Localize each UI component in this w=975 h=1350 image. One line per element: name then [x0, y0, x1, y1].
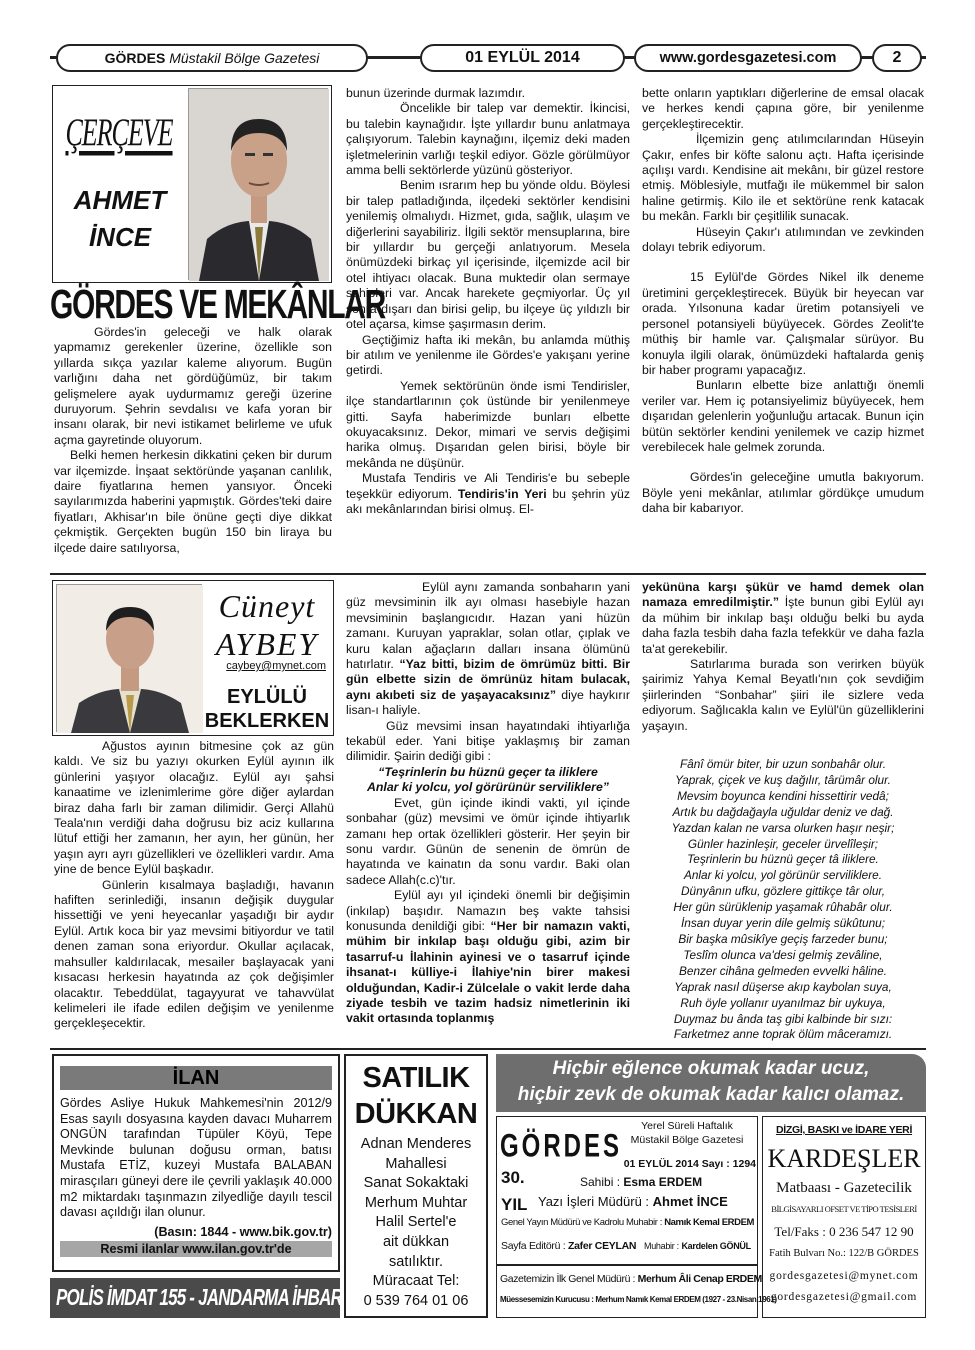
- poem-line: Fânî ömür biter, bir uzun sonbahâr olur.: [679, 757, 887, 771]
- poem-line: Duymaz bu ânda taş gibi kalbinde bir sızı:: [673, 1011, 893, 1026]
- emergency-bar: [50, 1278, 372, 1318]
- paragraph: Ağustos ayının bitmesine çok az gün kaldı. Ve siz bu yazıyı okurken Eylül ayının ilk günlerini yaşıyor olacağız. Eylül ayı şahsi kanaatime ve izlenimlerime göre diğer aylardan biraz daha farlı bir zaman dilimidir. Gerçi Allahü Teala'nın verdiği daha doğrusu biz aciz kullarına lütuf ettiği her zamanın, her ayın, her günün, her yaşın ayrı ayrı güzellikleri ve özellikleri vardır. Ama yine de bence Eylül başkadır.: [54, 739, 334, 877]
- poem-line: Teşrinlerin bu hüznü geçer tâ iliklere.: [687, 852, 879, 867]
- printer-email-1[interactable]: gordesgazetesi@mynet.com: [769, 1270, 919, 1282]
- article-aybey-col-left: [54, 739, 334, 1039]
- paper-name: GÖRDES: [104, 50, 166, 66]
- website-pill[interactable]: [634, 44, 862, 72]
- text-span: Eylül aynı zamanda sonbaharın yani güz mevsiminin ilk ayı olması hasebiyle hazan mevsiminin başlangıcıdır. Hazan yani hüzün zamanı. Kuruyan yapraklar, solan otlar, çıplak ve kuru kalan ağaçların dalları insana ölümünü hatırlatır.: [346, 580, 630, 672]
- author-photo-ince: [188, 88, 328, 280]
- masthead-issue: 01 EYLÜL 2014 Sayı : 1294: [623, 1158, 756, 1170]
- portrait-placeholder-icon: [189, 89, 329, 281]
- detail-line: Adnan Menderes: [360, 1136, 472, 1152]
- bold-text: Tendiris'in Yeri: [457, 486, 547, 501]
- bold-text: “Her bir namazın vakti, mühim bir inkılap başı olduğu gibi, azim bir tasarruf-u İlahinin ayinesi ve o tasarruf içinde ihsanat-ı külliye-i İlahiye'nin birer makesi olduğundan, Kadir-i Zülcelale o vakit lerde daha ziyade tesbih ve tazim hadsiz nimetlerinin iki vakit ortasında toplanmış: [346, 918, 631, 1026]
- author-first-name: AHMET: [73, 185, 167, 215]
- paper-subtitle: Müstakil Bölge Gazetesi: [169, 50, 320, 66]
- satilik-details: [348, 1135, 484, 1311]
- paragraph: İlçemizin genç atılımcılarından Hüseyin Çakır, enfes bir köfte salonu açtı. Hafta içerisinde açılışı vardı. Kendisine ait mekânı, bir güzel restore etmiş. Möblesiyle, mutfağı ile mükemmel bir salon haline getirmiş. Kilo ile et sektörüne renk katacak bu mekân. Farklı bir çeşitlilik sunacak.: [642, 132, 924, 224]
- poem-line: Yaprak nasıl düşerse akıp kaybolan suya,: [674, 979, 892, 994]
- satilik-title: SATILIK: [362, 1062, 470, 1094]
- masthead-rule: [496, 1264, 758, 1266]
- masthead-editor: [538, 1194, 728, 1209]
- paragraph: Benim ısrarım hep bu yönde oldu. Böylesi bir talep patladığında, ilçedeki sektörler kendisini yenilemiş olmalıydı. Hizmet, gıda, sağlık, ulaşım ve diğerlerini sayabiliriz. İlgili sektör mensuplarına, bire bir yıllardır bu gerçeği anlatıyorum. Mesela önümüzdeki birkaç yıl içerisinde, ilçemizde acil bir otel ihtiyacı olacak. Buna muktedir olan sermaye sahipleri var. Ancak harekete geçmiyorlar. Üç yıl sonra dışarı dan birisi gelip, bu ilçeye üç yıldızlı bir otel açarsa, kimse şaşırmasın derim.: [346, 178, 630, 332]
- owner-name: Esma ERDEM: [623, 1175, 703, 1189]
- detail-line: Halil Sertel'e: [375, 1214, 457, 1231]
- masthead-year-number: 30.: [501, 1168, 525, 1187]
- coordinator-name: Namık Kemal ERDEM: [664, 1217, 755, 1228]
- detail-line: satılıktır.: [389, 1253, 443, 1270]
- ilan-title: İLAN: [60, 1066, 332, 1090]
- masthead-owner: [580, 1175, 702, 1189]
- reporter-label: Muhabir :: [644, 1241, 679, 1251]
- paragraph: Güz mevsimi insan hayatındaki ihtiyarlığa tekabül eder. Yani bitişe yaklaşmış bir zaman dilimidir. Şairin dediği gibi :: [346, 718, 630, 764]
- slogan-line-1: Hiçbir eğlence okumak kadar ucuz,: [552, 1058, 870, 1079]
- printer-name: KARDEŞLER: [767, 1144, 921, 1173]
- coordinator-label: Genel Yayın Müdürü ve Kadrolu Muhabir :: [501, 1217, 662, 1228]
- headline-eylulu: EYLÜLÜ: [227, 686, 307, 708]
- printer-address: Fatih Bulvarı No.: 122/B GÖRDES: [769, 1248, 919, 1259]
- text-span: diye haykırır lisan-ı haliyle.: [346, 687, 630, 718]
- article-headline-gordes-mekanlar: GÖRDES VE MEKÂNLAR: [50, 283, 385, 328]
- quote-line: Anlar ki yolcu, yol görürünür serviliklere”: [367, 780, 609, 795]
- masthead-page-editor: [501, 1240, 751, 1252]
- printer-services: BİLGİSAYARLI OFSET VE TİPO TESİSLERİ: [771, 1204, 917, 1214]
- phone-number[interactable]: 0 539 764 01 06: [363, 1292, 469, 1309]
- portrait-placeholder-icon: [57, 585, 203, 733]
- date-pill: [420, 44, 625, 72]
- author-email[interactable]: caybey@mynet.com: [226, 660, 326, 672]
- paragraph: Bunların elbette bize anlattığı önemli veriler var. Hem iç potansiyelimiz büyüyecek, hem dışarıdan gelenlerin yoğunluğu artacak. Bunun için bütün sektörler kendini yenilemek ve cazip hizmet verebilecek hale gelmek zorunda.: [642, 378, 924, 454]
- paragraph: 15 Eylül'de Gördes Nikel ilk deneme üretimini gerçekleştirecek. Büyük bir heyecan var orada. Yılsonuna kadar üretim potansiyeli ve personel potansiyeli büyüyecek. Gördes Zeolit'te müthiş bir hamle var. Çalışmalar sürüyor. Bu konuyla ilgili olarak, önümüzdeki haftalarda geniş bir haber programı yapacağız.: [642, 270, 924, 377]
- paragraph: Öncelikle bir talep var demektir. İkincisi, bu talebin kaynağıdır. İşte yıllardır bunu anlatmaya çalışıyorum. Talebin kaynağını, ilçemiz deki maden işletmelerinin varlığı teşkil ediyor. Gözle görülmüyor amma belli sektörlerde yüzünü gösteriyor.: [346, 101, 630, 178]
- detail-line: Sanat Sokaktaki: [363, 1175, 469, 1192]
- ilan-footer: Resmi ilanlar www.ilan.gov.tr'de: [60, 1241, 332, 1257]
- printer-subtitle: Matbaası - Gazetecilik: [776, 1180, 912, 1196]
- paragraph: [642, 580, 924, 657]
- paragraph: bette onların yaptıkları diğerlerine de emsal olacak ve herkes kendi çapına göre, bir yenilenme gerçekleştirecektir.: [642, 86, 924, 131]
- masthead-type-2: Müstakil Bölge Gazetesi: [630, 1134, 744, 1146]
- poem-line: Yaprak, çiçek ve kuş dağılır, târümâr olur.: [675, 772, 891, 787]
- section-divider: [50, 1048, 926, 1050]
- printer-heading: DİZGİ, BASKI ve İDARE YERİ: [775, 1124, 913, 1136]
- page-number-pill: [872, 44, 922, 72]
- bold-text: yekününa karşı şükür ve hamd demek olan namaza emredilmiştir.”: [642, 580, 924, 610]
- section-divider: [50, 573, 926, 575]
- printer-email-2[interactable]: gordesgazetesi@gmail.com: [770, 1291, 918, 1303]
- quote-line: “Teşrinlerin bu hüznü geçer ta iliklere: [378, 764, 598, 779]
- masthead-type-1: Yerel Süreli Haftalık: [641, 1120, 733, 1132]
- paper-name-pill: [56, 44, 368, 72]
- poem-line: Artık bu dağdağayla uğuldar deniz ve dağ.: [672, 804, 894, 819]
- text-span: Mustafa Tendiris ve Ali Tendiris'e bu sebeple teşekkür ediyorum.: [346, 471, 630, 501]
- poem-line: Anlar ki yolcu, yol görünür serviliklere.: [683, 868, 882, 883]
- paragraph: Gördes'in geleceği ve halk olarak yapmamız gerekenler üzerine, özellikle son yıllarda sıkça yazılar kaleme alıyorum. Bugün varlığını daha net gördüğümüz, bir takım gelişmelere ayak uydurmamız gereği üzerine duruyorum. Şehrin sevdalısı ve kafa yoran bir insanı olarak, bir nevi istikamet belirleme ve ufuk açma gayretinde oluyorum.: [54, 325, 332, 447]
- dukkan-title: DÜKKAN: [354, 1098, 478, 1130]
- printer-phone[interactable]: Tel/Faks : 0 236 547 12 90: [774, 1224, 914, 1239]
- paragraph: Evet, gün içinde ikindi vakti, yıl içinde sonbahar (güz) mevsimi ve ömür içinde ihtiyarlık zamanı hep ortak özellikleri gösterir. Her şeyin bir sonu vardır. Günün de senenin de ömrün de hayatında ve kainatın da sonu vardır. Baki olan sadece Allah(c.c)'tır.: [346, 795, 630, 887]
- paragraph: Geçtiğimiz hafta iki mekân, bu anlamda müthiş bir atılım ve yenilenme ile Gördes'e yakışanı yerine getirdi.: [346, 332, 630, 378]
- rubric-cerceve: ÇERÇEVE: [65, 110, 173, 154]
- issue-date: 01 EYLÜL 2014: [465, 49, 580, 66]
- founder-name: Merhum Âli Cenap ERDEM: [637, 1273, 762, 1285]
- editor-name: Ahmet İNCE: [652, 1194, 728, 1209]
- masthead-founder: [500, 1273, 762, 1285]
- page-editor-label: Sayfa Editörü :: [501, 1240, 566, 1252]
- poem-line: Her gün sürüklenip yaşamak rûhabâr olur.: [673, 900, 893, 915]
- article-ince-col-right: [642, 86, 924, 568]
- website-link[interactable]: www.gordesgazetesi.com: [659, 50, 837, 66]
- poem-sonbahar: [642, 757, 924, 1047]
- paragraph: bunun üzerinde durmak lazımdır.: [346, 86, 526, 100]
- paragraph: Yemek sektörünün önde ismi Tendirisler, ilçe standartlarının çok üstünde bir yenilenmeye gitti. Sayfa haberimizde bunları elbette okuyacaksınız. Dekor, mimari ve servis değişimi harika olmuş. Dışarıdan gelen birisi, böyle bir mekânda ne düşünür.: [346, 378, 630, 470]
- poem-line: İnsan duyar yerin dile gelmiş sükûtunu;: [681, 916, 885, 931]
- bold-text: “Yaz bitti, bizim de ömrümüz bitti. Bir gün elbette sizin de ömrünüz hitam bulacak, aynı akıbeti siz de yaşayacaksınız”: [346, 657, 630, 702]
- poem-line: Yazdan kalan ne varsa olurken haşır neşir;: [671, 820, 895, 835]
- detail-line: Merhum Muhtar: [364, 1194, 468, 1211]
- paragraph: [346, 888, 630, 1027]
- text-span: bu şehrin yüz akı mekânlarından birisi olmuş. El-: [346, 486, 630, 516]
- text-span: İşte bunun gibi Eylül ayı da mühim bir inkılap başı olduğu belki bu ayda daha fazla tesbih daha fazla tefekkür ve daha fazla ta'at gerekebilir.: [642, 595, 924, 656]
- page-editor-name: Zafer CEYLAN: [568, 1240, 637, 1252]
- paragraph: Satırlarıma burada son verirken büyük şairimiz Yahya Kemal Beyatlı'nın çok sevdiğim şiirlerinden “Sonbahar” şiiri ile sizlere veda ediyorum. Sağlıcakla kalın ve Eylül'ün güzelliklerini yaşayın.: [642, 657, 924, 733]
- article-ince-col-middle: [346, 86, 630, 568]
- masthead-institution: Müessesemizin Kurucusu : Merhum Namık Kemal ERDEM (1927 - 23.Nisan.1961): [500, 1295, 777, 1304]
- founder-label: Gazetemizin İlk Genel Müdürü :: [500, 1273, 636, 1285]
- author-last-name: İNCE: [88, 222, 152, 252]
- article-aybey-col-middle: [346, 580, 630, 1038]
- poem-line: Günler hazinleşir, geceler ürvelîleşir;: [687, 836, 879, 851]
- ilan-body: Gördes Asliye Hukuk Mahkemesi'nin 2012/9 Esas sayılı dosyasına kayden davacı Muharrem ONGÜN tarafından Tüpüler Köyü, Tepe Mevkinde bulunan doğusu orman, batısı Mustafa ETİZ, kuzeyi Mustafa BALABAN mirasçıları güneyi dere ile çevrili yaklaşık 40.000 m2 miktardakı taşınmazın zilyedliğe dayılı tescil davası açıldığı ilan olunur.: [60, 1096, 332, 1220]
- author-last-name: AYBEY: [215, 626, 319, 662]
- poem-line: Farketmez anne toprak ölüm mâceramızı.: [673, 1027, 893, 1042]
- poem-line: Ruh öyle yollanır uyanılmaz bir uykuya,: [680, 995, 886, 1010]
- paragraph: Belki hemen herkesin dikkatini çeken bir durum var ilçemizde. İnşaat sektöründe yaşanan canlılık, daire fiyatlarına hemen yansıyor. Önceki sayılarımızda haberini yapmıştık. Gördes'teki daire fiyatları, Akhisar'ın bile önüne geçti diye dikkat çekmiştik. Gerçekten bugün 150 bin liraya bu ilçede daire satılıyorsa,: [54, 448, 332, 555]
- ilan-press-ref: (Basın: 1844 - www.bik.gov.tr): [154, 1225, 332, 1239]
- poem-line: Mevsim boyunca kendini hissettirir vedâ;: [677, 788, 889, 803]
- page-number: 2: [892, 49, 902, 66]
- paragraph: Hüseyin Çakır'ı atılımından ve zevkinden dolayı tebrik ediyorum.: [642, 224, 924, 255]
- poem-line: Teslîm olunca va'desi gelmiş zevâline,: [683, 947, 883, 962]
- poem-line: Benzer cihâna gelmeden evvelki hâline.: [679, 963, 887, 978]
- owner-label: Sahibi :: [580, 1175, 621, 1189]
- poem-line: Bir başka mûsikîye geçiş farzeder bunu;: [678, 931, 888, 946]
- paragraph: [346, 580, 630, 719]
- article-ince-col-left: [54, 325, 332, 570]
- emergency-numbers: POLİS İMDAT 155 - JANDARMA İHBAR 156: [56, 1284, 372, 1311]
- paragraph: Gördes'in geleceğine umutla bakıyorum. Böyle yeni mekânlar, atılımlar gördükçe umudum daha bir kabarıyor.: [642, 470, 924, 516]
- slogan-line-2: hiçbir zevk de okumak kadar kalıcı olamaz.: [517, 1084, 905, 1105]
- detail-line: Müracaat Tel:: [372, 1273, 460, 1290]
- reporter-name: Kardelen GÖNÜL: [681, 1241, 751, 1251]
- article-aybey-col-right: [642, 580, 924, 760]
- editor-label: Yazı İşleri Müdürü :: [538, 1194, 650, 1209]
- detail-line: Mahallesi: [385, 1155, 447, 1172]
- poem-line: Dünyânın ufku, gözlere gittikçe târ olur,: [681, 884, 885, 899]
- paragraph: [346, 471, 630, 517]
- masthead-year-label: YIL: [501, 1195, 528, 1214]
- author-photo-aybey: [56, 584, 202, 732]
- detail-line: ait dükkan: [382, 1233, 450, 1250]
- author-first-name: Cüneyt: [218, 588, 316, 624]
- headline-beklerken: BEKLERKEN: [204, 710, 330, 732]
- masthead-coordinator: [501, 1217, 754, 1228]
- paragraph: Günlerin kısalmaya başladığı, havanın hafiften serinlediği, insanın değişik duygular hissettiği ve yeni heyecanlar yaşadığı bir aydır Eylül. Artık koca bir yaz mevsimi bitiyordur ve tatil denen zaman sona eriyordur. Okullar açılacak, mahsuller kaldırılacak, mesailer başlayacak yani kısacası herkesin hayatında az çok değişimler olacaktır. Tebeddülat, tagayyurat ve tahavvülat kelimeleri ile ifade edilen değişim ve yenilenme gerçekleşecektir.: [54, 877, 334, 1031]
- masthead-name: GÖRDES: [500, 1128, 623, 1165]
- text-span: Eylül ayı yıl içindeki önemli bir değişimin (inkılap) başıdır. Namazın beş vakte tahsisi konusunda denildiği gibi:: [346, 888, 630, 933]
